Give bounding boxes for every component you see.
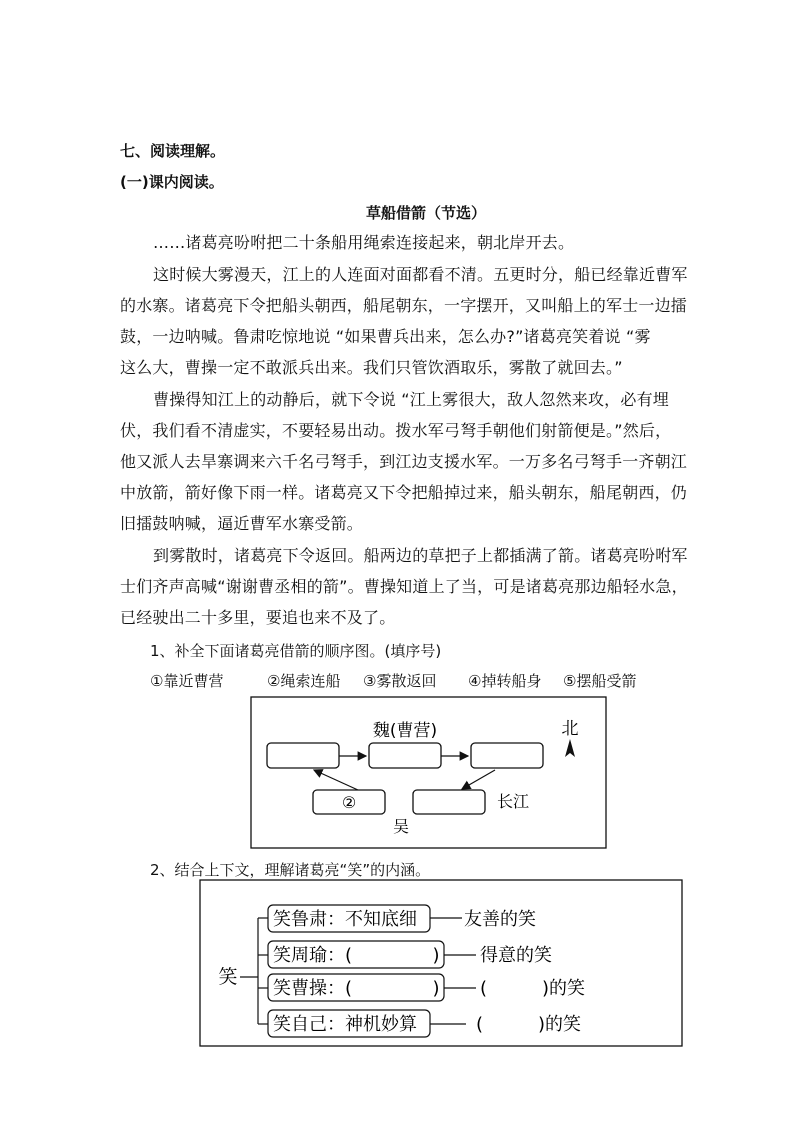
answer-zhouyu: 得意的笑 xyxy=(480,945,552,966)
passage-line: 到雾散时，诸葛亮下令返回。船两边的草把子上都插满了箭。诸葛亮吩咐军 xyxy=(153,546,688,565)
passage-line: 伏，我们看不清虚实，不要轻易出动。拨水军弓弩手朝他们射箭便是。”然后， xyxy=(120,421,672,440)
passage-line: 这时候大雾漫天，江上的人连面对面都看不清。五更时分，船已经靠近曹军 xyxy=(153,265,688,284)
passage-line: 的水寨。诸葛亮下令把船头朝西，船尾朝东，一字摆开，又叫船上的军士一边擂 xyxy=(120,296,688,315)
filled-box-label: ② xyxy=(341,793,357,812)
passage-line: 他又派人去旱寨调来六千名弓弩手，到江边支援水军。一万多名弓弩手一齐朝江 xyxy=(120,452,688,471)
bottom-label: 吴 xyxy=(392,817,410,836)
section-heading: 七、阅读理解。 xyxy=(120,142,226,160)
branch-label-lusu: 笑鲁肃：不知底细 xyxy=(273,909,417,930)
answer-lusu: 友善的笑 xyxy=(464,909,536,930)
subsection-heading: (一)课内阅读。 xyxy=(120,173,224,191)
answer-close-self: )的笑 xyxy=(538,1014,582,1035)
branch-close-zhouyu: ) xyxy=(432,945,440,966)
passage-line: 鼓，一边呐喊。鲁肃吃惊地说 “如果曹兵出来，怎么办?”诸葛亮笑着说 “雾 xyxy=(120,327,651,346)
passage-line: ……诸葛亮吩咐把二十条船用绳索连接起来，朝北岸开去。 xyxy=(153,233,575,252)
branch-label-self: 笑自己：神机妙算 xyxy=(273,1014,417,1035)
passage-line: 这么大，曹操一定不敢派兵出来。我们只管饮酒取乐，雾散了就回去。” xyxy=(120,358,623,377)
passage-line: 曹操得知江上的动静后，就下令说 “江上雾很大，敌人忽然来攻，必有埋 xyxy=(153,390,669,409)
option-item: ②绳索连船 xyxy=(267,672,341,690)
branch-label-zhouyu: 笑周瑜：( xyxy=(273,945,353,966)
branch-close-caocao: ) xyxy=(432,978,440,999)
top-label: 魏(曹营) xyxy=(372,721,438,741)
north-label: 北 xyxy=(561,719,579,739)
passage-line: 旧擂鼓呐喊，逼近曹军水寨受箭。 xyxy=(120,514,364,533)
answer-open-caocao: ( xyxy=(480,978,488,999)
option-item: ③雾散返回 xyxy=(363,672,437,690)
question1-prompt: 1、补全下面诸葛亮借箭的顺序图。(填序号) xyxy=(150,642,442,660)
question2-prompt: 2、结合上下文，理解诸葛亮“笑”的内涵。 xyxy=(150,861,431,879)
passage-title: 草船借箭（节选） xyxy=(366,204,487,222)
passage-line: 士们齐声高喊“谢谢曹丞相的箭”。曹操知道上了当，可是诸葛亮那边船轻水急， xyxy=(120,577,688,596)
answer-close-caocao: )的笑 xyxy=(542,978,586,999)
river-label: 长江 xyxy=(496,792,530,811)
answer-open-self: ( xyxy=(476,1014,484,1035)
passage-line: 中放箭，箭好像下雨一样。诸葛亮又下令把船掉过来，船头朝东，船尾朝西，仍 xyxy=(120,483,688,502)
option-item: ⑤摆船受箭 xyxy=(563,672,637,690)
root-label: 笑 xyxy=(218,966,238,988)
passage-line: 已经驶出二十多里，要追也来不及了。 xyxy=(120,608,396,627)
branch-label-caocao: 笑曹操：( xyxy=(273,978,353,999)
option-item: ①靠近曹营 xyxy=(150,672,224,690)
option-item: ④掉转船身 xyxy=(468,672,542,690)
